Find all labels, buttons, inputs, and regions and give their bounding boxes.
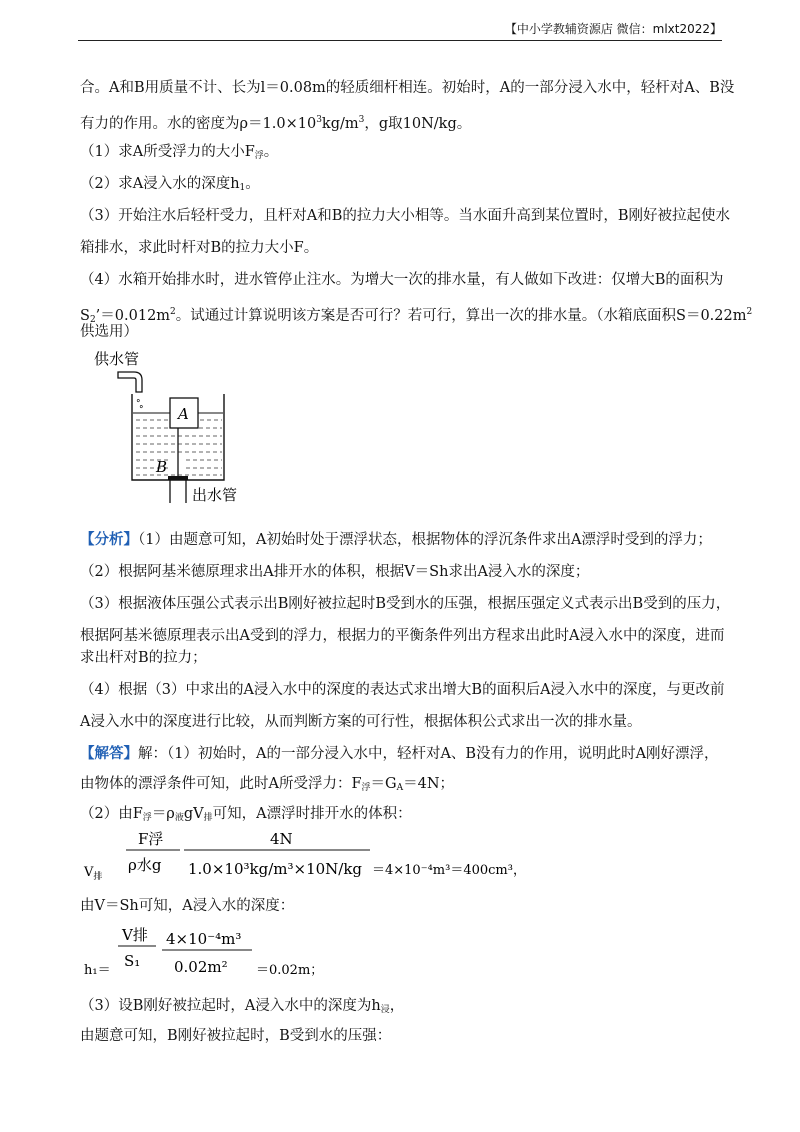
text: ＝4N； — [403, 776, 455, 792]
text: 。 — [245, 176, 260, 192]
text: 。试通过计算说明该方案是否可行？若可行，算出一次的排水量。（水箱底面积S＝0.22m — [175, 308, 747, 324]
text: （2）由F — [80, 806, 143, 822]
formula-immersion-depth — [80, 922, 380, 984]
question-4-line-2 — [80, 302, 752, 330]
text: ， — [389, 998, 405, 1014]
formula-result: ＝0.02m； — [256, 963, 324, 978]
superscript: 2 — [170, 307, 176, 317]
text: （2）求A浸入水的深度h — [80, 176, 240, 192]
subscript: 浮 — [142, 813, 152, 823]
solution-line-2 — [80, 774, 454, 798]
formula-result: ＝4×10⁻⁴m³＝400cm³， — [372, 863, 526, 878]
text: （1）求A所受浮力的大小F — [80, 144, 255, 160]
water-stream: ° — [136, 399, 141, 409]
superscript: 3 — [316, 115, 322, 125]
analysis-line-7: A浸入水中的深度进行比较，从而判断方案的可行性，根据体积公式求出一次的排水量。 — [80, 714, 642, 730]
text: 由物体的漂浮条件可知，此时A所受浮力：F — [80, 776, 362, 792]
solution-tag: 【解答】 — [80, 745, 138, 762]
text: ，g取10N/kg。 — [364, 116, 472, 132]
supply-pipe-label: 供水管 — [94, 350, 140, 368]
analysis-line-5: 求出杆对B的拉力； — [80, 650, 207, 666]
question-4-line-3: 供选用） — [80, 324, 138, 340]
solution-line-5 — [80, 996, 404, 1020]
block-b-label: B — [156, 458, 168, 476]
text: （3）设B刚好被拉起时，A浸入水中的深度为h — [80, 998, 381, 1014]
subscript: 2 — [89, 315, 96, 325]
analysis-line-1 — [80, 530, 712, 550]
subscript: A — [396, 783, 404, 793]
formula-numerator: 4×10⁻⁴m³ — [166, 930, 242, 948]
outlet-pipe-label: 出水管 — [192, 486, 238, 504]
block-a-label: A — [178, 405, 189, 423]
solution-line-6: 由题意可知，B刚好被拉起时，B受到水的压强： — [80, 1028, 392, 1044]
question-3-line-2: 箱排水，求此时杆对B的拉力大小F。 — [80, 240, 319, 256]
problem-line-2 — [80, 110, 471, 134]
water-tank-figure — [92, 348, 292, 508]
formula-denominator: S₁ — [124, 952, 141, 970]
formula-numerator: F浮 — [138, 830, 164, 848]
question-2 — [80, 174, 260, 198]
analysis-line-4: 根据阿基米德原理表示出A受到的浮力，根据力的平衡条件列出方程求出此时A浸入水中的深度，进而 — [80, 628, 725, 644]
question-3-line-1: （3）开始注水后轻杆受力，且杆对A和B的拉力大小相等。当水面升高到某位置时，B刚好被拉起使水 — [80, 208, 731, 224]
analysis-line-3: （3）根据液体压强公式表示出B刚好被拉起时B受到水的压强，根据压强定义式表示出B受到的压力， — [80, 596, 731, 612]
text: 有力的作用。水的密度为ρ＝1.0×10 — [80, 116, 317, 132]
subscript: 浸 — [380, 1005, 390, 1015]
solution-line-3 — [80, 804, 412, 828]
text: 可知，A漂浮时排开水的体积： — [212, 806, 412, 822]
text: gV — [183, 806, 204, 822]
formula-lhs: h₁＝ — [84, 963, 111, 978]
supply-pipe — [118, 372, 142, 392]
subscript: 排 — [203, 813, 213, 823]
formula-denominator: 1.0×10³kg/m³×10N/kg — [188, 860, 363, 878]
text: （1）由题意可知，A初始时处于漂浮状态，根据物体的浮沉条件求出A漂浮时受到的浮力； — [138, 532, 712, 548]
analysis-line-2: （2）根据阿基米德原理求出A排开水的体积，根据V＝Sh求出A浸入水的深度； — [80, 564, 590, 580]
formula-displacement-volume — [80, 828, 600, 888]
water-stream: ° — [139, 405, 144, 415]
analysis-line-6: （4）根据（3）中求出的A浸入水中的深度的表达式求出增大B的面积后A浸入水中的深度，与更改前 — [80, 682, 725, 698]
subscript: 1 — [239, 183, 246, 193]
page-header: 【中小学教辅资源店 微信：mlxt2022】 — [504, 22, 722, 36]
header-rule — [78, 40, 722, 41]
text: ＝G — [370, 776, 397, 792]
text: kg/m — [321, 116, 359, 132]
formula-denominator: ρ水g — [128, 856, 162, 874]
subscript: 液 — [174, 813, 184, 823]
subscript: 浮 — [254, 151, 264, 161]
text: 解：（1）初始时，A的一部分浸入水中，轻杆对A、B没有力的作用，说明此时A刚好漂浮， — [138, 746, 719, 762]
analysis-tag: 【分析】 — [80, 531, 138, 548]
superscript: 2 — [746, 307, 753, 317]
superscript: 3 — [358, 115, 365, 125]
solution-line-1 — [80, 744, 719, 764]
formula-denominator: 0.02m² — [174, 958, 228, 976]
question-4-line-1: （4）水箱开始排水时，进水管停止注水。为增大一次的排水量，有人做如下改进：仅增大B的面积为 — [80, 272, 724, 288]
formula-numerator: V排 — [122, 926, 148, 944]
formula-numerator: 4N — [270, 830, 293, 848]
question-1 — [80, 142, 278, 166]
subscript: 浮 — [361, 783, 371, 793]
text: ＝ρ — [151, 806, 175, 822]
text: 。 — [263, 144, 279, 160]
text: ’＝0.012m — [95, 308, 171, 324]
formula-lhs: $V_排$ — [84, 865, 103, 882]
block-b — [168, 476, 188, 480]
problem-line-1: 合。A和B用质量不计、长为l＝0.08m的轻质细杆相连。初始时，A的一部分浸入水中，轻杆对A、B没 — [80, 80, 735, 96]
solution-line-4: 由V＝Sh可知，A浸入水的深度： — [80, 898, 295, 914]
text: S — [80, 308, 90, 324]
